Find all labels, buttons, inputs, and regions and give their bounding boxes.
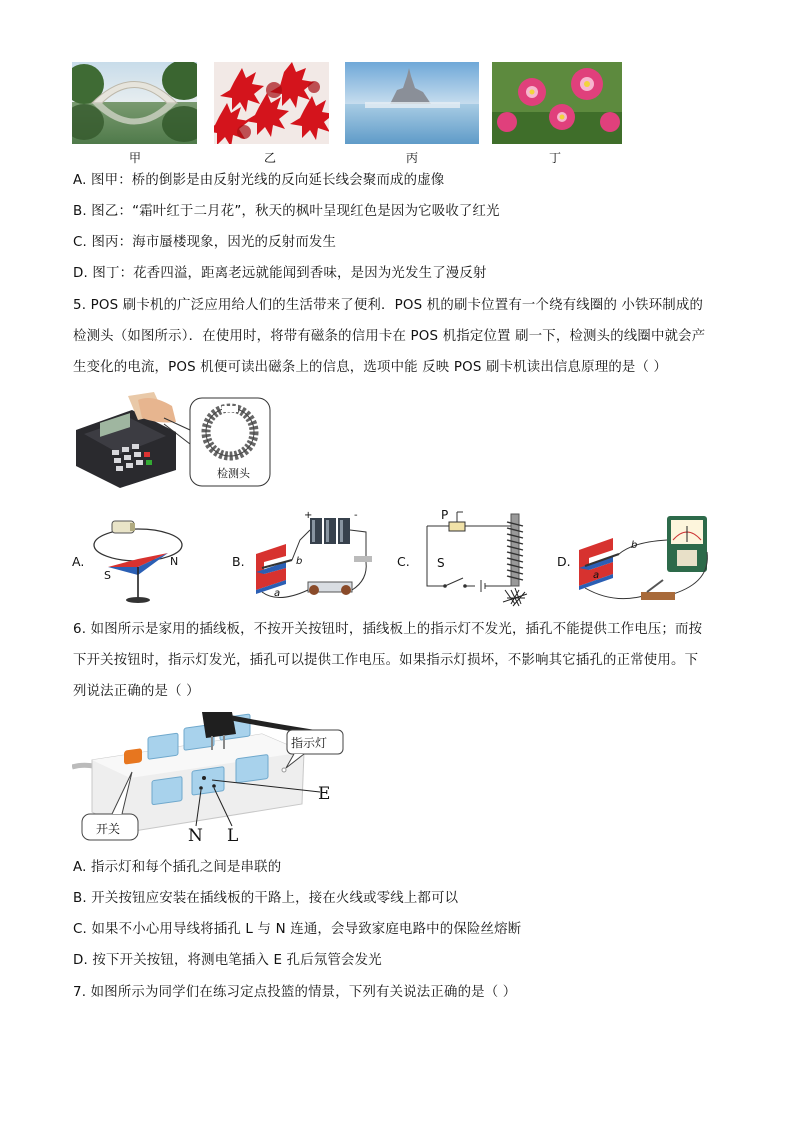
motor-circuit-icon <box>248 510 378 605</box>
q5-option-b-figure <box>248 510 378 605</box>
rheostat-p-label: P <box>441 508 449 522</box>
switch-label: 开关 <box>96 822 121 836</box>
switch-s-label: S <box>437 556 445 570</box>
q5-option-b-label: B. <box>232 554 245 569</box>
pink-flowers-photo <box>492 62 622 144</box>
socket-e-label: E <box>318 784 331 804</box>
q7-stem-line-1: 7. 如图所示为同学们在练习定点投篮的情景，下列有关说法正确的是（ ） <box>73 985 517 1000</box>
q4-option-a: A. 图甲：桥的倒影是由反射光线的反向延长线会聚而成的虚像 <box>73 173 445 188</box>
photo-caption-bing: 丙 <box>405 151 418 165</box>
photo-caption-jia: 甲 <box>128 151 141 165</box>
photo-caption-yi: 乙 <box>263 151 276 165</box>
q5-option-a-figure <box>90 515 190 605</box>
photo-ding <box>492 62 622 144</box>
battery-plus-label: + <box>304 510 313 521</box>
q5-stem-line-2: 检测头（如图所示）．在使用时，将带有磁条的信用卡在 POS 机指定位置 刷一下，检测头的线圈中就会产 <box>73 329 706 344</box>
q5-option-d-figure <box>573 512 713 607</box>
galv-b-label: b <box>631 540 638 551</box>
photo-caption-ding: 丁 <box>548 151 561 165</box>
q6-option-c: C. 如果不小心用导线将插孔 L 与 N 连通，会导致家庭电路中的保险丝熔断 <box>73 922 522 937</box>
compass-n-label: N <box>170 555 179 568</box>
socket-l-label: L <box>227 826 239 846</box>
q6-option-a: A. 指示灯和每个插孔之间是串联的 <box>73 860 282 875</box>
arch-bridge-reflection-photo <box>72 62 197 144</box>
q5-stem-line-3: 生变化的电流，POS 机便可读出磁条上的信息，选项中能 反映 POS 刷卡机读出信息原理的是（ ） <box>73 360 668 375</box>
q6-stem-line-1: 6. 如图所示是家用的插线板，不按开关按钮时，插线板上的指示灯不发光，插孔不能提供工作电压；而按 <box>73 622 703 637</box>
q4-option-d: D. 图丁：花香四溢，距离老远就能闻到香味，是因为光发生了漫反射 <box>73 266 487 281</box>
q6-option-d: D. 按下开关按钮，将测电笔插入 E 孔后氖管会发光 <box>73 953 382 968</box>
photo-yi <box>214 62 329 144</box>
motor-a-label: a <box>274 588 281 599</box>
galvanometer-induction-icon <box>573 512 713 607</box>
q6-stem-line-2: 下开关按钮时，指示灯发光，插孔可以提供工作电压。如果指示灯损坏，不影响其它插孔的正常使用。下 <box>73 653 699 668</box>
electromagnet-circuit-icon <box>415 508 555 608</box>
power-strip-figure <box>72 712 362 852</box>
photo-jia <box>72 62 197 144</box>
battery-minus-label: - <box>354 510 358 521</box>
indicator-light-label: 指示灯 <box>291 736 328 750</box>
sea-mirage-photo <box>345 62 479 144</box>
red-maple-leaves-photo <box>214 62 329 144</box>
q4-option-c: C. 图丙：海市蜃楼现象，因光的反射而发生 <box>73 235 337 250</box>
q6-option-b: B. 开关按钮应安装在插线板的干路上，接在火线或零线上都可以 <box>73 891 459 906</box>
compass-s-label: S <box>104 569 111 582</box>
motor-b-label: b <box>296 556 303 567</box>
q5-option-a-label: A. <box>72 554 85 569</box>
q5-option-c-label: C. <box>397 554 410 569</box>
pos-machine-figure <box>72 392 272 488</box>
q6-stem-line-3: 列说法正确的是（ ） <box>73 684 200 699</box>
galv-a-label: a <box>593 570 600 581</box>
detector-head-label: 检测头 <box>217 467 250 480</box>
photo-bing <box>345 62 479 144</box>
q5-option-c-figure <box>415 508 555 608</box>
q4-option-b: B. 图乙：“霜叶红于二月花”，秋天的枫叶呈现红色是因为它吸收了红光 <box>73 204 500 219</box>
q5-option-d-label: D. <box>557 554 571 569</box>
q5-stem-line-1: 5. POS 刷卡机的广泛应用给人们的生活带来了便利．POS 机的刷卡位置有一个绕有线圈的 小铁环制成的 <box>73 298 704 313</box>
socket-n-label: N <box>188 826 203 846</box>
